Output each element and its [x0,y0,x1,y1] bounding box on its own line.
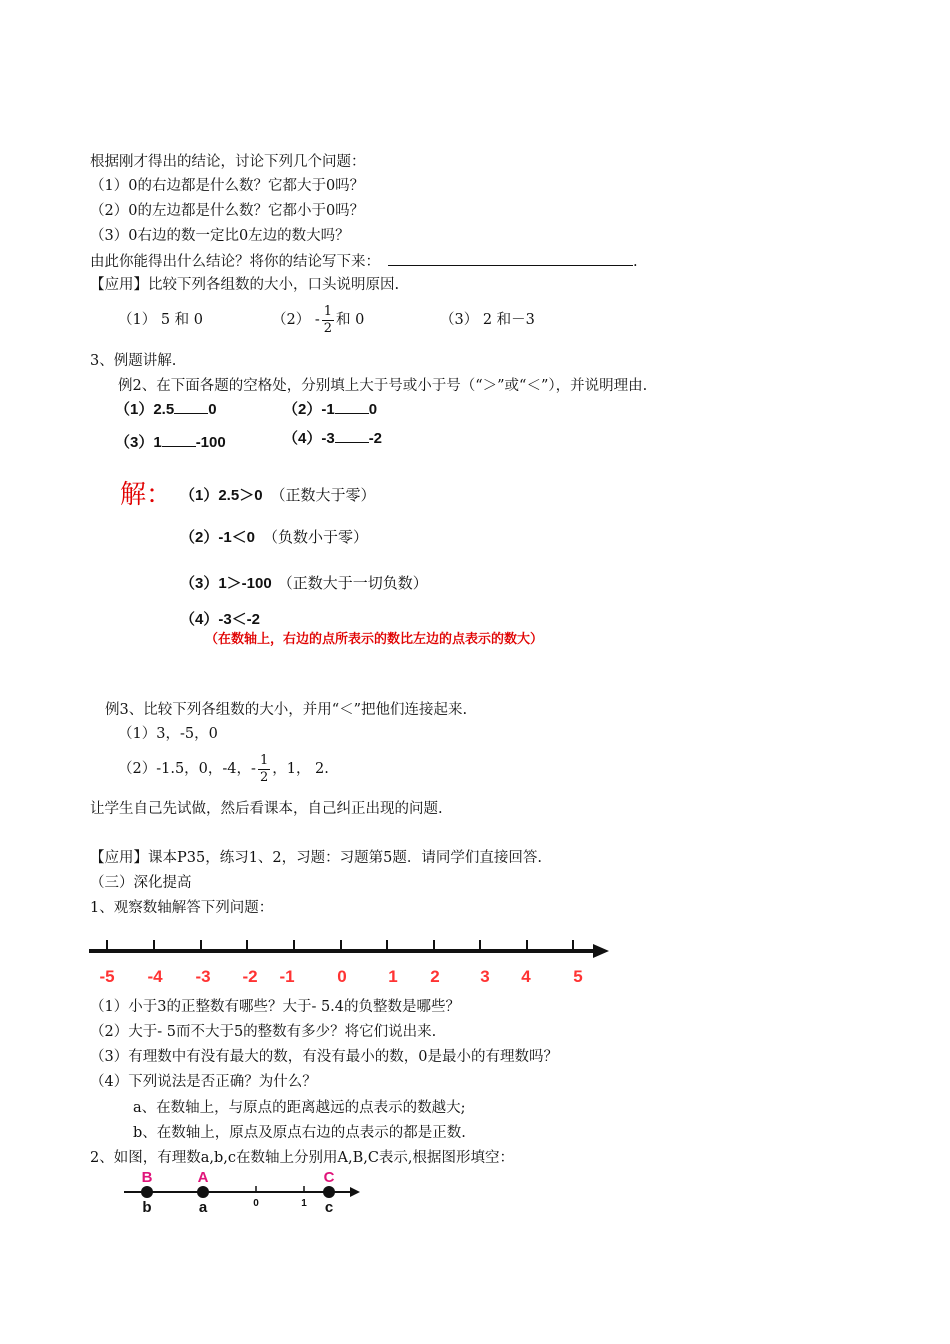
solution-reason: （正数大于一切负数） [277,574,428,592]
tick-label: -1 [279,967,295,986]
conclusion-blank [388,251,633,266]
solution-expr: （4）-3＜-2 [180,611,261,628]
solution-expr: （3）1＞-100 [180,575,272,592]
point-lower-label: a [198,1199,208,1216]
tick-label: -4 [147,967,163,986]
fraction-numerator: 1 [323,303,333,319]
group-2-prefix: （2）-1.5，0，-4，- [118,761,256,777]
tick-label: -2 [242,967,258,986]
fill-blank [174,399,208,414]
apply-1-text: 【应用】比较下列各组数的大小，口头说明原因. [90,277,400,293]
question-abc: 2、如图，有理数a,b,c在数轴上分别用A,B,C表示,根据图形填空： [90,1150,515,1166]
example-2-prompt: 例2、在下面各题的空格处，分别填上大于号或小于号（“＞”或“＜”），并说明理由. [118,378,648,394]
conclusion-line [90,251,638,272]
tick-label: 3 [480,967,490,986]
tick-label: 0 [337,967,347,986]
tick-label: 0 [253,1198,259,1209]
tick-label: 4 [521,967,531,986]
item-right: -100 [195,434,226,451]
point-lower-label: c [324,1199,334,1216]
example-2-item-2 [283,399,377,420]
tick-label: -5 [99,967,115,986]
conclusion-end: . [633,254,638,270]
fill-blank [335,399,369,414]
arrow-head-icon [350,1187,360,1197]
point-upper-label: C [323,1169,335,1186]
item-right: -2 [368,430,383,447]
intro-lead: 根据刚才得出的结论，讨论下列几个问题： [90,154,366,170]
example-3-group-2 [118,750,329,788]
example-2-item-1 [115,399,217,420]
tick-label: -3 [195,967,211,986]
solution-line-1 [180,485,376,506]
apply-1-pair-2 [272,301,364,339]
example-3-prompt: 例3、比较下列各组数的大小，并用“＜”把他们连接起来. [105,702,468,718]
arrow-head-icon [593,944,609,958]
intro-question-1: （1）0的右边都是什么数？它都大于0吗？ [90,178,365,194]
apply-1-pair-2-suffix: 和 0 [336,312,365,328]
fraction-denominator: 2 [323,320,333,336]
point-dot [141,1186,153,1198]
intro-question-3: （3）0右边的数一定比0左边的数大吗？ [90,228,350,244]
solution-label: 解： [120,480,173,510]
example-3-note: 让学生自己先试做，然后看课本，自己纠正出现的问题. [90,801,443,817]
question-3: （3）有理数中有没有最大的数，有没有最小的数，0是最小的有理数吗？ [90,1049,558,1065]
item-left: （4）-3 [283,430,335,447]
item-right: 0 [208,401,217,418]
example-3-group-1: （1）3，-5，0 [118,726,218,742]
apply-1-pair-3: （3） 2 和－3 [440,312,535,328]
tick-label: 5 [573,967,583,986]
number-line-2 [118,1166,368,1216]
example-heading: 3、例题讲解. [90,353,177,369]
solution-line-2 [180,527,368,548]
tick-label: 2 [430,967,440,986]
section-heading: （三）深化提高 [90,875,192,891]
solution-expr: （1）2.5＞0 [180,487,263,504]
number-line-question: 1、观察数轴解答下列问题： [90,900,274,916]
question-1: （1）小于3的正整数有哪些？大于- 5.4的负整数是哪些？ [90,999,461,1015]
group-2-suffix: ，1， 2. [272,761,329,777]
solution-reason: （正数大于零） [270,486,376,504]
tick-label: 1 [388,967,398,986]
conclusion-prompt: 由此你能得出什么结论？将你的结论写下来： [90,254,380,270]
example-2-item-3 [115,432,226,453]
example-2-item-4 [283,428,382,449]
point-dot [197,1186,209,1198]
solution-note: （在数轴上，右边的点所表示的数比左边的点表示的数大） [205,632,544,647]
solution-expr: （2）-1＜0 [180,529,256,546]
question-2: （2）大于- 5而不大于5的整数有多少？将它们说出来. [90,1024,437,1040]
fraction-half [258,753,270,786]
item-left: （2）-1 [283,401,335,418]
solution-line-4 [180,610,260,630]
intro-question-2: （2）0的左边都是什么数？它都小于0吗？ [90,203,365,219]
tick-label: 1 [301,1198,307,1209]
question-4b: b、在数轴上，原点及原点右边的点表示的都是正数. [133,1125,466,1141]
apply-2-text: 【应用】课本P35，练习1、2，习题：习题第5题．请同学们直接回答. [90,850,542,866]
question-4a: a、在数轴上，与原点的距离越远的点表示的数越大; [133,1100,466,1116]
item-right: 0 [368,401,378,418]
question-4: （4）下列说法是否正确？为什么？ [90,1074,317,1090]
point-upper-label: A [197,1169,209,1186]
fraction-half [322,304,334,337]
fraction-denominator: 2 [259,769,269,785]
point-dot [323,1186,335,1198]
point-upper-label: B [141,1169,153,1186]
solution-line-3 [180,573,428,594]
apply-1-pair-1: （1） 5 和 0 [118,312,204,328]
item-left: （3）1 [115,434,162,451]
apply-1-pair-2-prefix: （2） - [272,312,320,328]
fill-blank [335,428,369,443]
fraction-numerator: 1 [259,752,269,768]
fill-blank [162,432,196,447]
solution-reason: （负数小于零） [263,528,369,546]
point-lower-label: b [142,1199,152,1216]
number-line-1 [85,930,620,990]
item-left: （1）2.5 [115,401,175,418]
